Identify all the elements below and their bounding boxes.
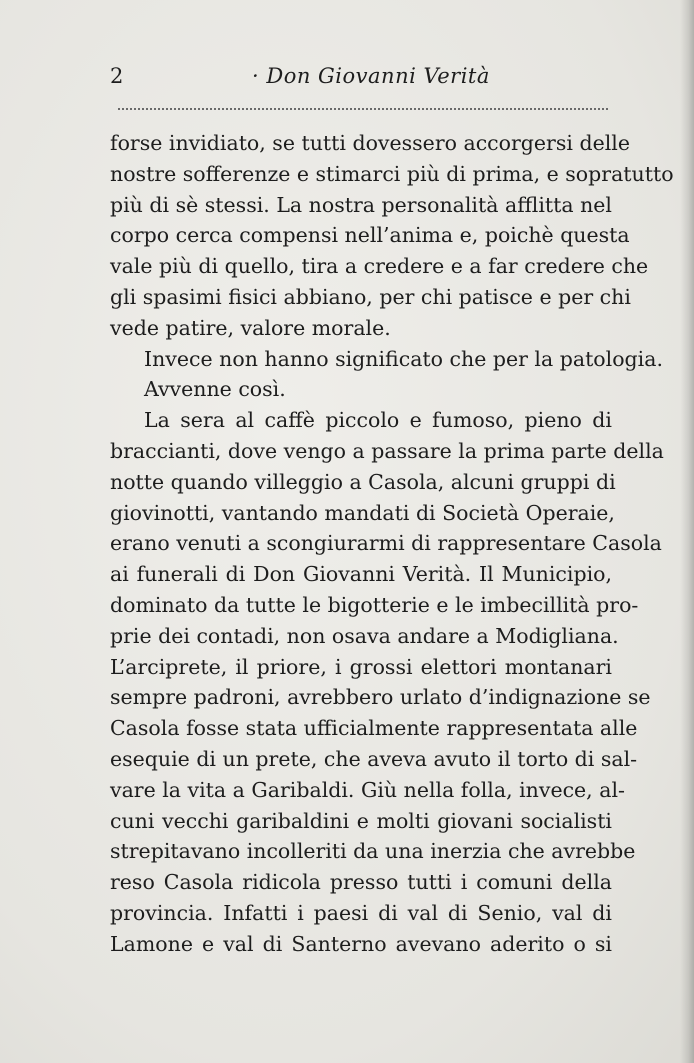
text-line: vede patire, valore morale. (110, 315, 391, 340)
text-line: Lamone e val di Santerno avevano aderito o si (110, 931, 612, 956)
text-line: Casola fosse stata ufficialmente rappresentata alle (110, 716, 638, 741)
text-line: vare la vita a Garibaldi. Giù nella folla, invece, al- (110, 777, 625, 802)
page-header (110, 62, 610, 92)
text-line: dominato da tutte le bigotterie e le imbecillità pro- (110, 592, 639, 617)
page-edge-shadow (680, 0, 694, 1063)
text-line: reso Casola ridicola presso tutti i comuni della (110, 870, 612, 895)
text-line: esequie di un prete, che aveva avuto il torto di sal- (110, 746, 638, 771)
text-line: provincia. Infatti i paesi di val di Senio, val di (110, 900, 612, 925)
text-line: erano venuti a scongiurarmi di rappresentare Casola (110, 531, 662, 556)
text-line: notte quando villeggio a Casola, alcuni gruppi di (110, 469, 616, 494)
text-line: sempre padroni, avrebbero urlato d’indignazione se (110, 685, 651, 710)
text-line: Avvenne così. (144, 377, 286, 402)
text-line: La sera al caffè piccolo e fumoso, pieno di (144, 408, 612, 433)
text-line: nostre sofferenze e stimarci più di prima, e sopratutto (110, 161, 674, 186)
text-line: cuni vecchi garibaldini e molti giovani socialisti (110, 808, 612, 833)
text-line: L’arciprete, il priore, i grossi elettori montanari (110, 654, 612, 679)
text-line: forse invidiato, se tutti dovessero accorgersi delle (110, 131, 630, 155)
text-line: Invece non hanno significato che per la patologia. (144, 346, 663, 371)
text-line: ai funerali di Don Giovanni Verità. Il Municipio, (110, 562, 612, 587)
text-line: prie dei contadi, non osava andare a Modigliana. (110, 623, 619, 648)
page-number: 2 (110, 64, 124, 88)
text-line: braccianti, dove vengo a passare la prima parte della (110, 438, 664, 463)
body-text (110, 128, 674, 960)
running-title: · Don Giovanni Verità (252, 64, 490, 88)
text-line: strepitavano incolleriti da una inerzia che avrebbe (110, 839, 636, 864)
text-line: gli spasimi fisici abbiano, per chi patisce e per chi (110, 284, 631, 309)
text-line: più di sè stessi. La nostra personalità afflitta nel (110, 192, 612, 217)
header-dotted-rule (118, 108, 608, 110)
text-line: corpo cerca compensi nell’anima e, poichè questa (110, 223, 630, 248)
text-line: giovinotti, vantando mandati di Società Operaie, (110, 500, 615, 525)
text-line: vale più di quello, tira a credere e a far credere che (110, 254, 649, 279)
